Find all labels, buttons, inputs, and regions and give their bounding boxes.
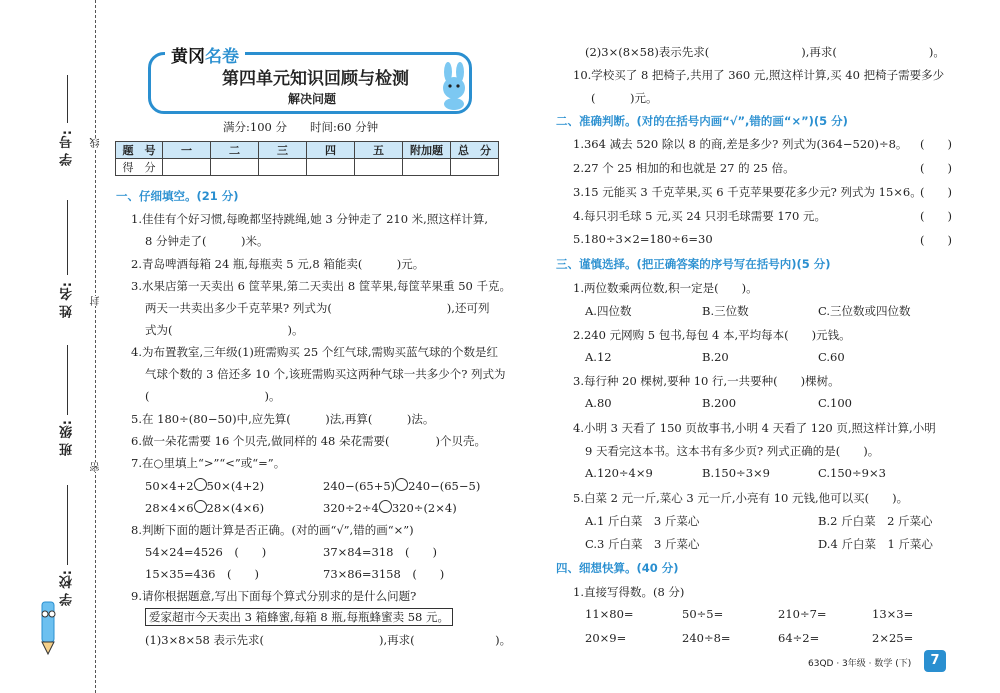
score-cell[interactable] bbox=[403, 159, 451, 176]
answer-paren[interactable]: ( ) bbox=[920, 185, 952, 199]
judge-statement: 5.180÷3×2=180÷6=30 bbox=[573, 232, 713, 246]
choice-question: 2.240 元网购 5 包书,每包 4 本,平均每本( )元钱。 bbox=[573, 328, 851, 342]
section4-title: 四、细想快算。(40 分) bbox=[556, 561, 679, 575]
score-cell[interactable] bbox=[163, 159, 211, 176]
question-line: 两天一共卖出多少千克苹果? 列式为( ),还可列 bbox=[145, 301, 490, 315]
score-header-cell: 四 bbox=[307, 142, 355, 159]
choice-option[interactable]: B.150÷3×9 bbox=[702, 466, 770, 480]
calc-item: 20×9= bbox=[585, 631, 627, 645]
question-line: 3.水果店第一天卖出 6 筐苹果,第二天卖出 8 筐苹果,每筐苹果重 50 千克。 bbox=[131, 279, 511, 293]
score-cell[interactable] bbox=[211, 159, 259, 176]
choice-option[interactable]: A.120÷4×9 bbox=[585, 466, 653, 480]
binding-dense-char: 密 bbox=[91, 462, 102, 472]
choice-option[interactable]: C.60 bbox=[818, 350, 845, 364]
calc-item: 64÷2= bbox=[778, 631, 820, 645]
question-line: 4.为布置教室,三年级(1)班需购买 25 个红气球,需购买蓝气球的个数是红 bbox=[131, 345, 499, 359]
choice-option[interactable]: A.80 bbox=[585, 396, 612, 410]
judge-statement: 1.364 减去 520 除以 8 的商,差是多少? 列式为(364−520)÷8。 bbox=[573, 137, 908, 151]
page-number: 7 bbox=[924, 650, 946, 672]
choice-option[interactable]: A.1 斤白菜 3 斤菜心 bbox=[585, 514, 700, 528]
choice-option[interactable]: B.20 bbox=[702, 350, 729, 364]
score-cell[interactable] bbox=[451, 159, 499, 176]
answer-paren[interactable]: ( ) bbox=[920, 161, 952, 175]
compare-item: 50×4+2 50×(4+2) bbox=[145, 479, 265, 493]
score-header-cell: 附加题 bbox=[403, 142, 451, 159]
choice-question: 3.每行种 20 棵树,要种 10 行,一共要种( )棵树。 bbox=[573, 374, 840, 388]
judge-statement: 3.15 元能买 3 千克苹果,买 6 千克苹果要花多少元? 列式为 15×6。 bbox=[573, 185, 922, 199]
judge-item: 73×86=3158 ( ) bbox=[323, 567, 445, 581]
question-line: ( )元。 bbox=[591, 91, 658, 105]
score-row-label: 得 分 bbox=[116, 159, 163, 176]
judge-item: 37×84=318 ( ) bbox=[323, 545, 437, 559]
compare-item: 28×4×6 28×(4×6) bbox=[145, 501, 265, 515]
context-box: 爱家超市今天卖出 3 箱蜂蜜,每箱 8 瓶,每瓶蜂蜜卖 58 元。 bbox=[145, 608, 453, 626]
choice-option[interactable]: A.四位数 bbox=[585, 304, 632, 318]
compare-circle[interactable] bbox=[395, 478, 408, 491]
choice-option[interactable]: A.12 bbox=[585, 350, 612, 364]
binding-cut-line bbox=[95, 0, 96, 693]
answer-paren[interactable]: ( ) bbox=[920, 233, 952, 247]
score-table bbox=[115, 141, 499, 176]
score-header-cell: 五 bbox=[355, 142, 403, 159]
question-line: 6.做一朵花需要 16 个贝壳,做同样的 48 朵花需要( )个贝壳。 bbox=[131, 434, 486, 448]
calc-item: 240÷8= bbox=[682, 631, 731, 645]
choice-question: 5.白菜 2 元一斤,菜心 3 元一斤,小亮有 10 元钱,他可以买( )。 bbox=[573, 491, 909, 505]
calc-item: 50÷5= bbox=[682, 607, 724, 621]
binding-line-char: 线 bbox=[91, 138, 102, 148]
school-field[interactable] bbox=[67, 485, 68, 565]
choice-option[interactable]: C.三位数或四位数 bbox=[818, 304, 911, 318]
class-field[interactable] bbox=[67, 345, 68, 415]
exam-meta: 满分:100 分 时间:60 分钟 bbox=[223, 120, 379, 134]
choice-option[interactable]: C.150÷9×3 bbox=[818, 466, 886, 480]
choice-option[interactable]: B.三位数 bbox=[702, 304, 749, 318]
choice-question: 1.两位数乘两位数,积一定是( )。 bbox=[573, 281, 758, 295]
question-line: 7.在○里填上“>”“<”或“=”。 bbox=[131, 456, 286, 470]
answer-paren[interactable]: ( ) bbox=[920, 137, 952, 151]
name-label: 姓 名: bbox=[60, 282, 75, 318]
score-header-cell: 题 号 bbox=[116, 142, 163, 159]
judge-item: 54×24=4526 ( ) bbox=[145, 545, 267, 559]
student-no-label: 学 号: bbox=[60, 130, 75, 166]
question-line: 式为( )。 bbox=[145, 323, 304, 337]
choice-option[interactable]: C.3 斤白菜 3 斤菜心 bbox=[585, 537, 700, 551]
score-header-cell: 三 bbox=[259, 142, 307, 159]
question-line: 8 分钟走了( )米。 bbox=[145, 234, 269, 248]
score-header-cell: 总 分 bbox=[451, 142, 499, 159]
calc-item: 13×3= bbox=[872, 607, 914, 621]
calc-item: 11×80= bbox=[585, 607, 634, 621]
footer-text: 63QD · 3年级 · 数学 (下) bbox=[808, 659, 912, 669]
calc-item: 2×25= bbox=[872, 631, 914, 645]
page-title: 第四单元知识回顾与检测 bbox=[222, 69, 409, 89]
question-line: 9.请你根据题意,写出下面每个算式分别求的是什么问题? bbox=[131, 589, 417, 603]
binding-seal-char: 封 bbox=[91, 296, 102, 306]
calc-item: 210÷7= bbox=[778, 607, 827, 621]
bunny-mascot-icon bbox=[432, 62, 476, 110]
question-line: 1.佳佳有个好习惯,每晚都坚持跳绳,她 3 分钟走了 210 米,照这样计算, bbox=[131, 212, 488, 226]
question-line: 8.判断下面的题计算是否正确。(对的画“√”,错的画“×”) bbox=[131, 523, 414, 537]
school-label: 学 校: bbox=[60, 570, 75, 606]
question-line: (1)3×8×58 表示先求( ),再求( )。 bbox=[145, 633, 512, 647]
compare-circle[interactable] bbox=[194, 500, 207, 513]
compare-circle[interactable] bbox=[379, 500, 392, 513]
question-line: (2)3×(8×58)表示先求( ),再求( )。 bbox=[585, 45, 945, 59]
question-line: 10.学校买了 8 把椅子,共用了 360 元,照这样计算,买 40 把椅子需要多少 bbox=[573, 68, 945, 82]
score-header-cell: 二 bbox=[211, 142, 259, 159]
question-line: 2.青岛啤酒每箱 24 瓶,每瓶卖 5 元,8 箱能卖( )元。 bbox=[131, 257, 425, 271]
judge-statement: 4.每只羽毛球 5 元,买 24 只羽毛球需要 170 元。 bbox=[573, 209, 826, 223]
answer-paren[interactable]: ( ) bbox=[920, 209, 952, 223]
question-line: 5.在 180÷(80−50)中,应先算( )法,再算( )法。 bbox=[131, 412, 435, 426]
choice-option[interactable]: D.4 斤白菜 1 斤菜心 bbox=[818, 537, 933, 551]
judge-statement: 2.27 个 25 相加的和也就是 27 的 25 倍。 bbox=[573, 161, 795, 175]
score-cell[interactable] bbox=[355, 159, 403, 176]
brand-logo: 黄冈名卷 bbox=[165, 42, 245, 67]
compare-item: 320÷2÷4 320÷(2×4) bbox=[323, 501, 457, 515]
page-subtitle: 解决问题 bbox=[288, 92, 337, 106]
score-header-cell: 一 bbox=[163, 142, 211, 159]
score-cell[interactable] bbox=[307, 159, 355, 176]
compare-item: 240−(65+5) 240−(65−5) bbox=[323, 479, 481, 493]
section2-title: 二、准确判断。(对的在括号内画“√”,错的画“×”)(5 分) bbox=[556, 114, 848, 128]
mascot-pencil-icon bbox=[30, 598, 66, 658]
student-no-field[interactable] bbox=[67, 75, 68, 123]
section3-title: 三、谨慎选择。(把正确答案的序号写在括号内)(5 分) bbox=[556, 257, 831, 271]
calc-intro: 1.直接写得数。(8 分) bbox=[573, 585, 685, 599]
section1-title: 一、仔细填空。(21 分) bbox=[116, 189, 239, 203]
class-label: 班 级: bbox=[60, 420, 75, 456]
compare-circle[interactable] bbox=[194, 478, 207, 491]
choice-question: 4.小明 3 天看了 150 页故事书,小明 4 天看了 120 页,照这样计算,小明 bbox=[573, 421, 936, 435]
judge-item: 15×35=436 ( ) bbox=[145, 567, 259, 581]
choice-option[interactable]: B.2 斤白菜 2 斤菜心 bbox=[818, 514, 933, 528]
choice-option[interactable]: B.200 bbox=[702, 396, 737, 410]
question-line: ( )。 bbox=[145, 389, 281, 403]
score-cell[interactable] bbox=[259, 159, 307, 176]
name-field[interactable] bbox=[67, 200, 68, 275]
question-line: 气球个数的 3 倍还多 10 个,该班需购买这两种气球一共多少个? 列式为 bbox=[145, 367, 506, 381]
choice-question: 9 天看完这本书。这本书有多少页? 列式正确的是( )。 bbox=[585, 444, 880, 458]
choice-option[interactable]: C.100 bbox=[818, 396, 852, 410]
